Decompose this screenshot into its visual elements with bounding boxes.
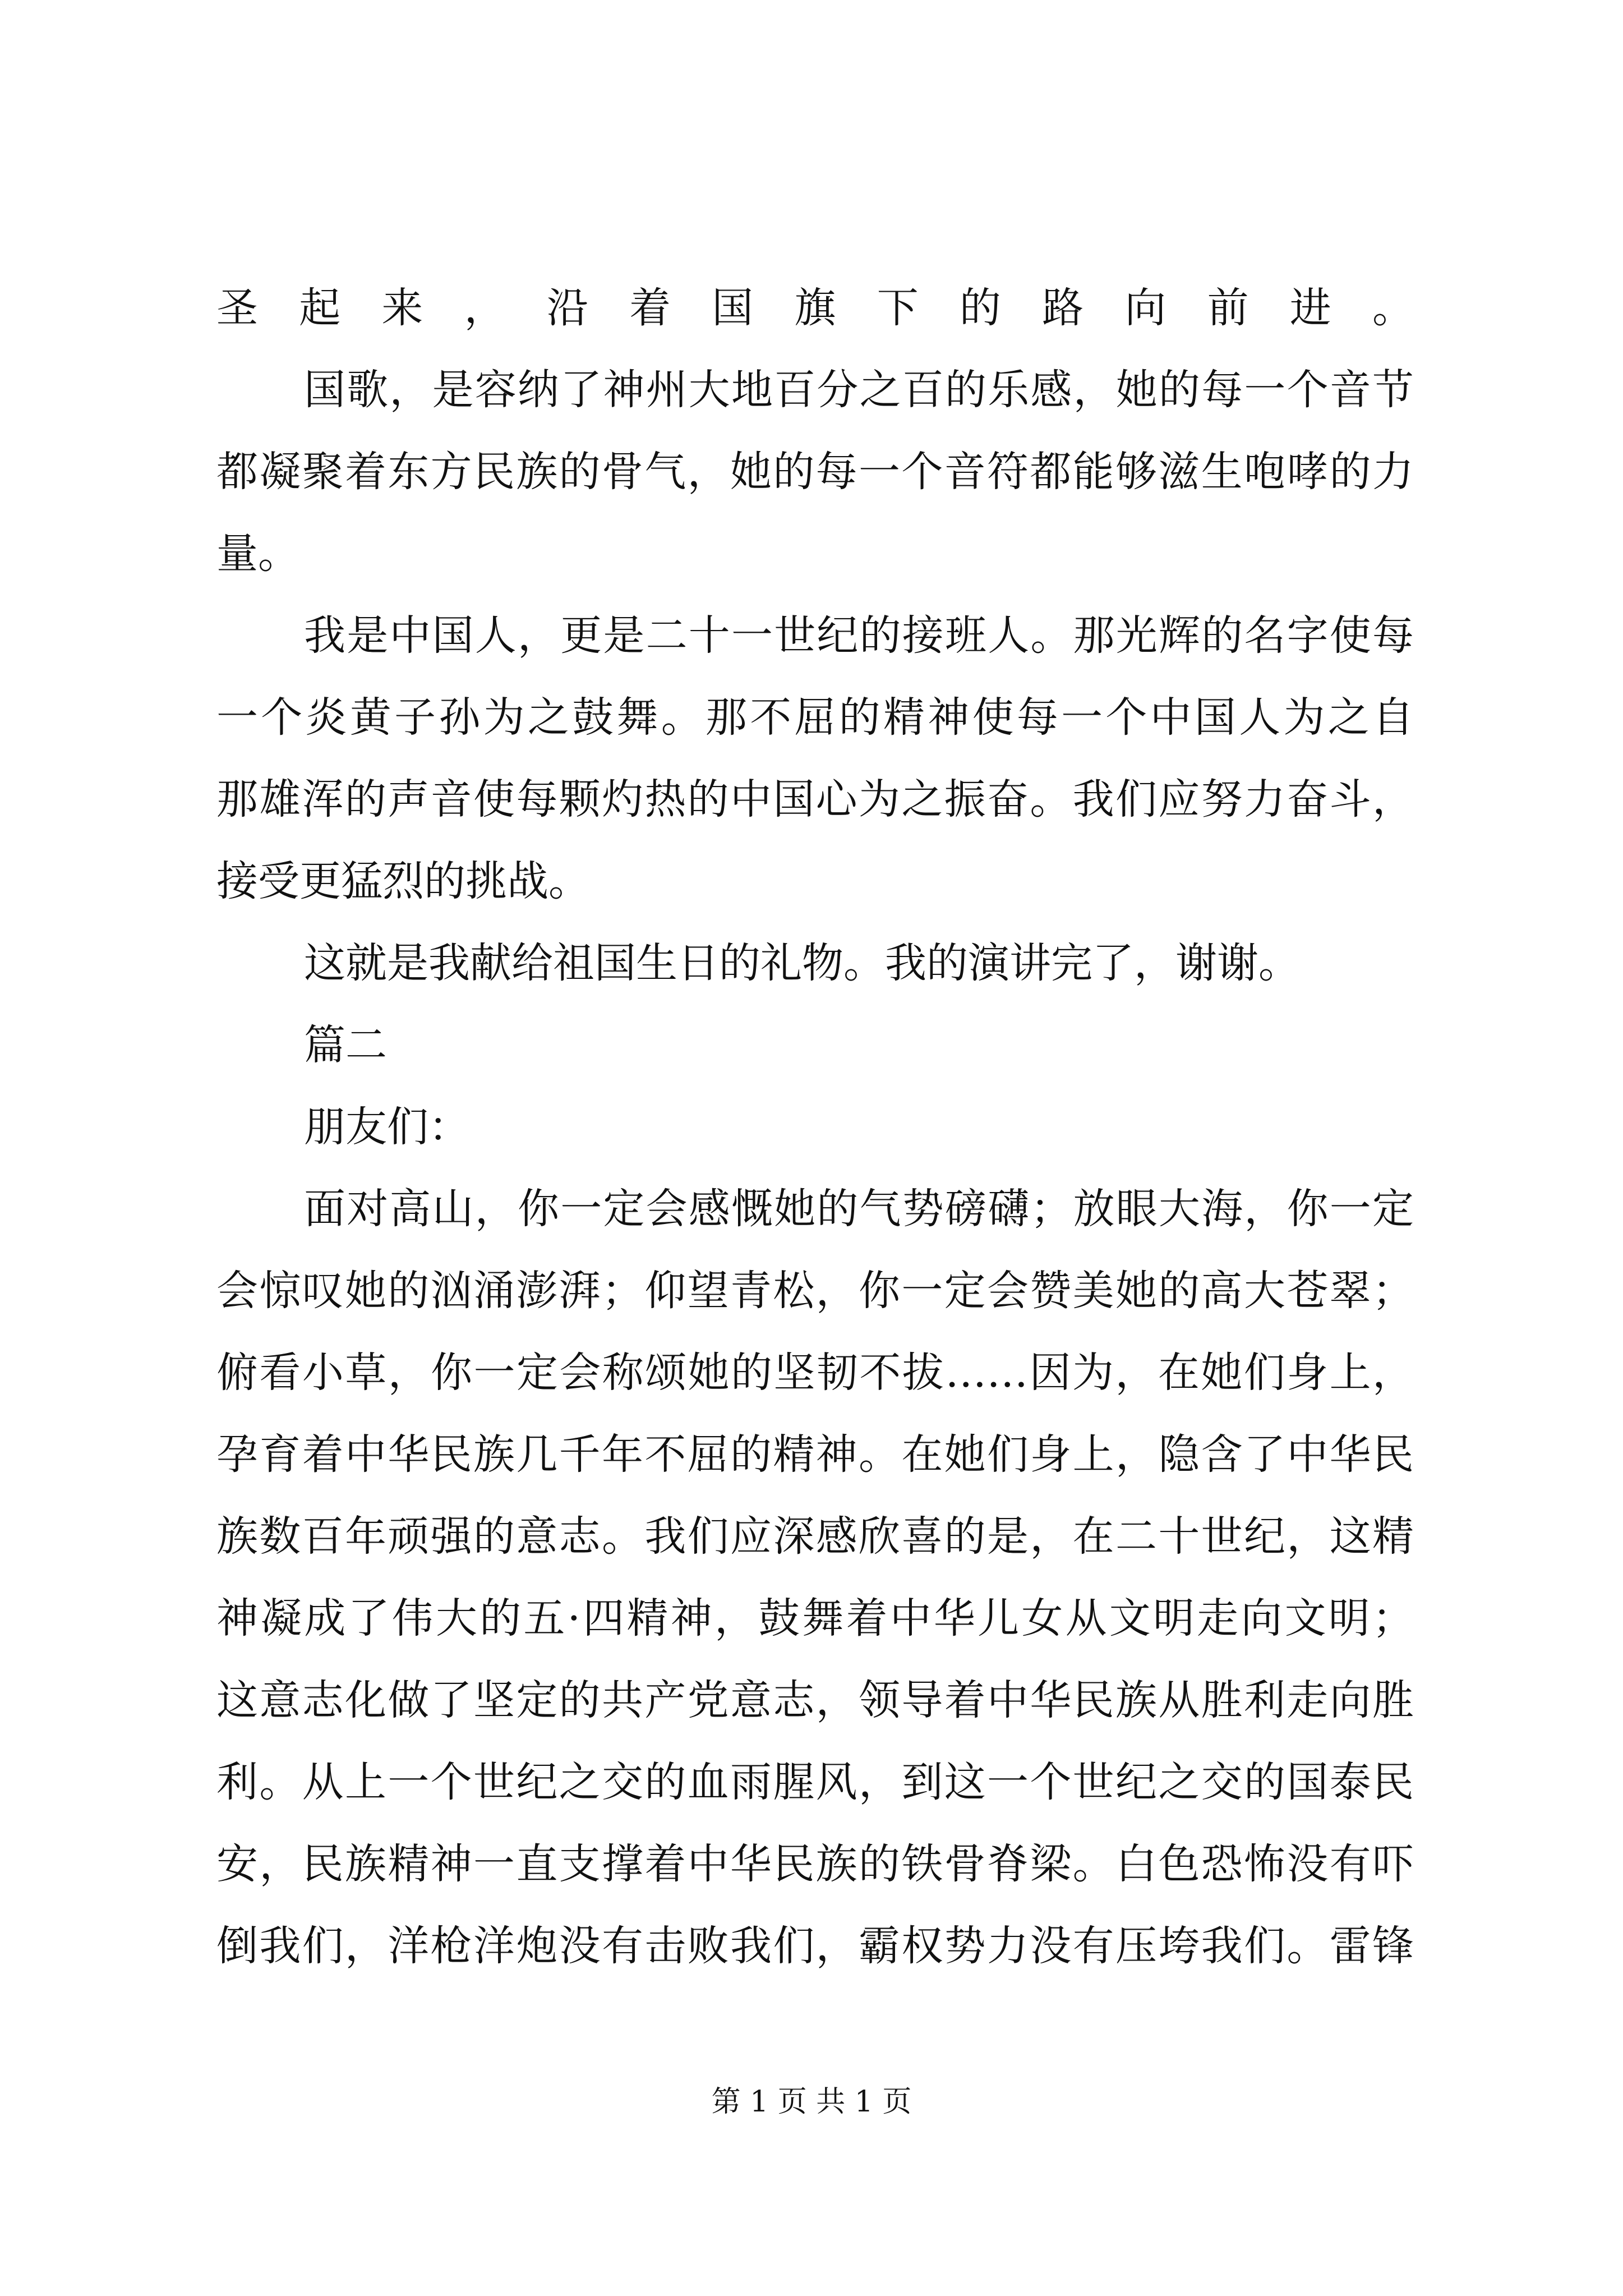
text-line: 孕育着中华民族几千年不屈的精神。在她们身上，隐含了中华民 [216, 1430, 1414, 1479]
paragraph-first-line: 面对高山，你一定会感慨她的气势磅礴；放眼大海，你一定 [304, 1185, 1414, 1233]
text-line: 接受更猛烈的挑战。 [216, 857, 590, 905]
text-line: 那雄浑的声音使每颗灼热的中国心为之振奋。我们应努力奋斗， [216, 775, 1414, 823]
paragraph-first-line: 我是中国人，更是二十一世纪的接班人。那光辉的名字使每 [304, 611, 1414, 660]
text-line: 一个炎黄子孙为之鼓舞。那不屈的精神使每一个中国人为之自 [216, 693, 1414, 742]
text-line: 神凝成了伟大的五·四精神，鼓舞着中华儿女从文明走向文明； [216, 1594, 1414, 1642]
paragraph-first-line: 这就是我献给祖国生日的礼物。我的演讲完了，谢谢。 [304, 939, 1300, 987]
text-line: 利。从上一个世纪之交的血雨腥风，到这一个世纪之交的国泰民 [216, 1758, 1414, 1806]
text-line: 倒我们，洋枪洋炮没有击败我们，霸权势力没有压垮我们。雷锋 [216, 1922, 1414, 1970]
document-body [216, 267, 1414, 1987]
text-line: 俯看小草，你一定会称颂她的坚韧不拔……因为，在她们身上， [216, 1349, 1414, 1397]
text-line: 会惊叹她的汹涌澎湃；仰望青松，你一定会赞美她的高大苍翠； [216, 1267, 1414, 1315]
paragraph-first-line: 国歌，是容纳了神州大地百分之百的乐感，她的每一个音节 [304, 366, 1414, 414]
page-footer: 第 1 页 共 1 页 [711, 2085, 912, 2119]
section-heading: 篇二 [304, 1021, 387, 1069]
text-line: 圣起来，沿着国旗下的路向前进。 [216, 284, 1414, 332]
text-line: 族数百年顽强的意志。我们应深感欣喜的是，在二十世纪，这精 [216, 1512, 1414, 1561]
text-line: 量。 [216, 530, 299, 578]
text-line: 安，民族精神一直支撑着中华民族的铁骨脊梁。白色恐怖没有吓 [216, 1840, 1414, 1888]
text-line: 都凝聚着东方民族的骨气，她的每一个音符都能够滋生咆哮的力 [216, 448, 1414, 496]
salutation: 朋友们： [304, 1103, 470, 1151]
text-line: 这意志化做了坚定的共产党意志，领导着中华民族从胜利走向胜 [216, 1676, 1414, 1724]
